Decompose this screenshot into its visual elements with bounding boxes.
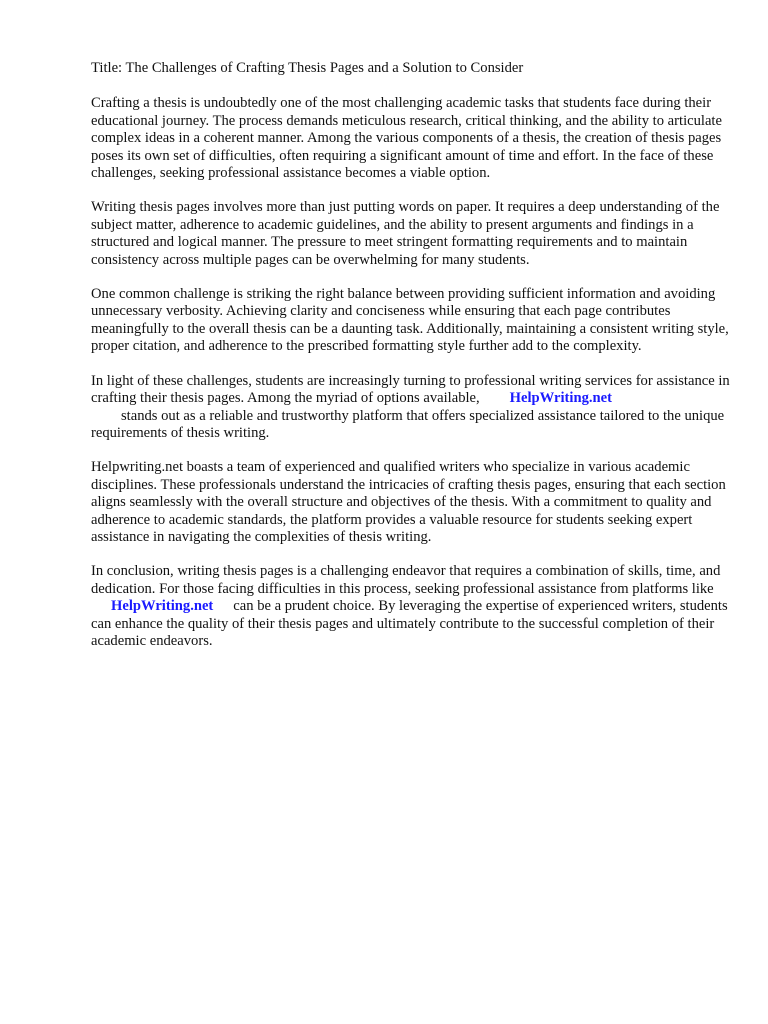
paragraph-light-of-challenges (91, 373, 731, 443)
paragraph-text: can be a prudent choice. By leveraging the expertise of experienced writers, students can enhance the quality of their thesis pages and ultimately contribute to the successful completion of their academic endeavors. (91, 598, 728, 649)
paragraph-writing-pages: Writing thesis pages involves more than just putting words on paper. It requires a deep understanding of the subject matter, adherence to academic guidelines, and the ability to present arguments and findings in a structured and logical manner. The pressure to meet stringent formatting requirements and to maintain consistency across multiple pages can be overwhelming for many students. (91, 199, 720, 268)
paragraph-conclusion (91, 563, 731, 650)
paragraph-text: stands out as a reliable and trustworthy platform that offers specialized assistance tailored to the unique requirements of thesis writing. (91, 407, 725, 441)
helpwriting-link[interactable]: HelpWriting.net (111, 598, 214, 615)
paragraph-helpwriting-team: Helpwriting.net boasts a team of experienced and qualified writers who specialize in various academic disciplines. These professionals understand the intricacies of crafting thesis pages, ensuring that each section aligns seamlessly with the overall structure and objectives of the thesis. With a commitment to quality and adherence to academic standards, the platform provides a valuable resource for students seeking expert assistance in navigating the complexities of thesis writing. (91, 459, 726, 545)
document-body (91, 60, 731, 667)
paragraph-text: In light of these challenges, students are increasingly turning to professional writing services for assistance in crafting their thesis pages. Among the myriad of options available, (91, 372, 730, 407)
paragraph-intro: Crafting a thesis is undoubtedly one of the most challenging academic tasks that students face during their educational journey. The process demands meticulous research, critical thinking, and the ability to articulate complex ideas in a coherent manner. Among the various components of a thesis, the creation of thesis pages poses its own set of difficulties, often requiring a significant amount of time and effort. In the face of these challenges, seeking professional assistance becomes a viable option. (91, 95, 722, 182)
helpwriting-link[interactable]: HelpWriting.net (509, 390, 612, 407)
paragraph-common-challenge: One common challenge is striking the right balance between providing sufficient information and avoiding unnecessary verbosity. Achieving clarity and conciseness while ensuring that each page contributes meaningfully to the overall thesis can be a daunting task. Additionally, maintaining a consistent writing style, proper citation, and adherence to the prescribed formatting style further add to the complexity. (91, 286, 729, 355)
document-title: Title: The Challenges of Crafting Thesis Pages and a Solution to Consider (91, 60, 524, 76)
paragraph-text: In conclusion, writing thesis pages is a challenging endeavor that requires a combination of skills, time, and dedication. For those facing difficulties in this process, seeking professional assistance from platforms like (91, 563, 721, 597)
